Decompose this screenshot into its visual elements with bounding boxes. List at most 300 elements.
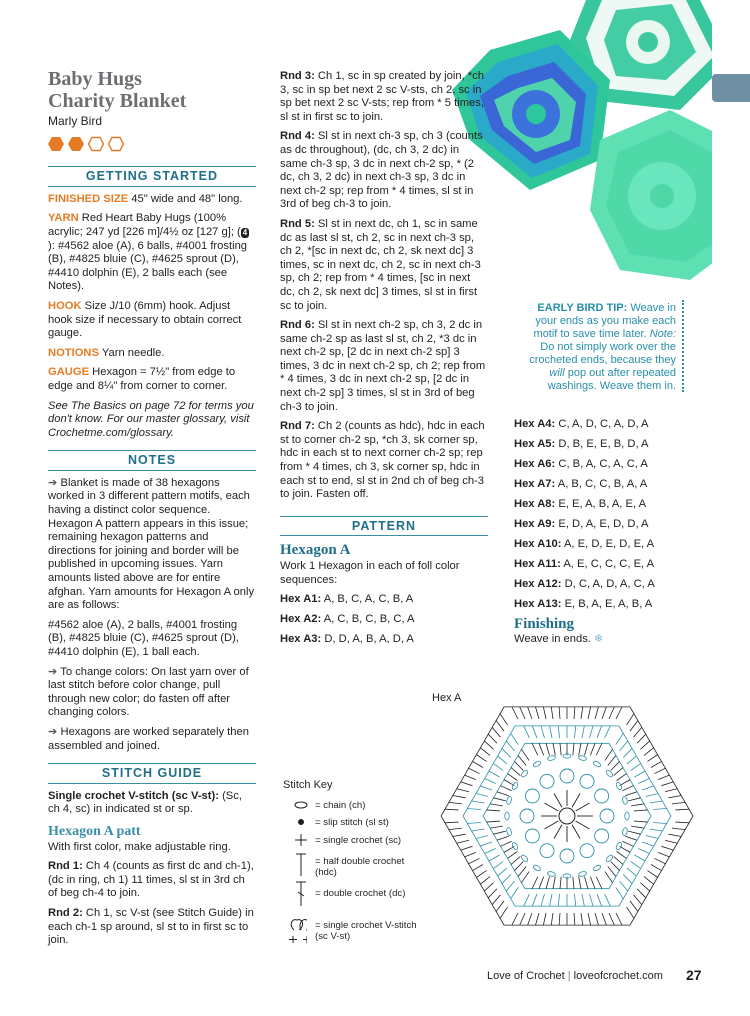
arrow-icon: ➔ [48,725,58,738]
hdc-stitch [453,834,466,836]
hdc-stitch [627,714,634,725]
dc-stitch [518,867,526,877]
magazine-site: loveofcrochet.com [573,970,663,982]
rnd-2-label: Rnd 2: [48,906,83,919]
v-stitch-loop [595,789,609,803]
note-2 [48,666,256,720]
yarn-text-1: Red Heart Baby Hugs (100% acrylic; 247 yd [226 m]/4½ oz [127 g]; [48,212,234,238]
hdc-stitch [520,913,525,925]
dc-stitch [622,841,633,846]
footer-separator: | [567,970,571,982]
chain-stitch [511,781,519,790]
dc-stitch [573,877,574,889]
dc-stitch [631,763,641,770]
note-1-text: Blanket is made of 38 hexagons worked in 3 different pattern motifs, each having a distinct color sequence. Hexagon A pattern appears in this issue; remaining hexagon patterns and directions for joining and border will be published in upcoming issues. Yarn amounts listed above are for entire afghan. Yarn amounts for Hexagon A only are as follows: [48,476,255,612]
dc-stitch [620,741,628,751]
hdc-stitch [637,889,646,898]
hexagon-a-intro-text: Work 1 Hexagon in each of foll color sequences: [280,560,460,586]
title-line-1: Baby Hugs [48,68,142,90]
dc-stitch [511,768,520,776]
dc-stitch [480,842,492,846]
hex-sequence-label: Hex A10: [514,537,562,550]
dc-stitch [625,836,637,840]
hdc-stitch [588,913,591,925]
chain-stitch [592,864,601,872]
hex-sequence-label: Hex A3: [280,633,322,646]
dc-stitch [550,726,552,738]
skill-level-icons [48,136,128,152]
dc-stitch [522,749,530,760]
hex-sequence-colors: E, D, A, E, D, D, A [555,517,649,530]
dc-stitch [650,829,663,831]
dc-stitch [541,726,545,738]
v-stitch-loop [595,829,609,843]
chain-stitch [520,769,529,778]
hex-sequence-label: Hex A9: [514,517,556,530]
chain-stitch [622,827,628,836]
rnd-4-label: Rnd 4: [280,130,315,143]
key-single-crochet: = single crochet (sc) [315,835,402,846]
hook-label: HOOK [48,299,82,312]
v-stitch-loop [580,844,594,858]
notes-heading: NOTES [48,450,256,471]
hdc-stitch [473,761,484,767]
dc-stitch [646,793,658,796]
dc-stitch [590,726,594,738]
center-dc-stitch [576,803,590,811]
rnd-4 [280,130,488,212]
hdc-stitch [662,782,674,786]
hdc-stitch [655,858,666,863]
snowflake-icon: ❄ [594,633,604,646]
sc-v-stitch-symbol-icon [287,916,307,944]
dc-stitch [625,792,637,796]
key-sc-v-stitch: = single crochet V-stitch (sc V-st) [315,920,417,942]
v-stitch-loop [600,809,614,823]
dc-stitch [558,726,559,738]
hdc-stitch [500,714,507,725]
yarn-label: YARN [48,212,79,225]
dc-stitch [467,822,480,823]
hdc-stitch [651,864,662,870]
dc-stitch [635,855,646,861]
rnd-7-text: Ch 2 (counts as hdc), hdc in each st to corner ch-2 sp, *ch 3, sk corner sp, hdc in each st to next corner ch-2 sp; rep from * 4 times, ch 3, sk corner sp, hdc in each st to end, sl st in 2nd ch of beg ch-3 to join. Fasten off. [280,420,485,501]
stitch-guide-heading: STITCH GUIDE [48,763,256,784]
adjustable-ring [559,808,575,824]
hdc-stitch [453,796,466,798]
hdc-stitch [457,789,469,792]
key-chain: = chain (ch) [315,800,366,811]
hook-info [48,300,256,341]
dc-stitch [631,826,644,828]
dc-stitch [585,743,589,755]
dc-stitch [635,771,646,777]
hdc-stitch [488,889,497,898]
hdc-stitch [480,877,490,885]
hex-sequence-colors: C, B, A, C, A, C, A [555,457,648,470]
dc-stitch [605,749,613,760]
hdc-stitch [559,707,560,719]
hex-sequence-label: Hex A1: [280,593,322,606]
hex-sequence-row [514,518,689,532]
dc-stitch [511,887,519,898]
dc-stitch [631,804,644,806]
outer-round [441,707,693,925]
hdc-stitch [616,913,622,925]
tip-text-2: Do not simply work over the crocheted ends, because they [529,341,676,366]
dc-stitch [506,881,514,891]
arrow-icon: ➔ [48,476,58,489]
dc-stitch [522,872,530,883]
sc-vst-text: (Sc, ch 4, sc) in indicated st or sp. [48,789,242,816]
v-stitch-loop [525,829,539,843]
hdc-stitch [496,901,504,912]
note-2-text: To change colors: On last yarn over of last stitch before color change, pull through new color; do fasten off after changing colors. [48,665,249,719]
center-dc-stitch [572,793,580,807]
hex-sequence-colors: A, E, C, C, C, E, A [560,557,655,570]
dc-stitch [614,856,623,864]
slip-stitch-symbol-icon [291,817,311,827]
getting-started-heading: GETTING STARTED [48,166,256,187]
dc-stitch [553,877,555,889]
chain-stitch [615,781,623,790]
chain-stitch [578,871,587,877]
dc-stitch [590,877,595,889]
tip-dotted-border [682,300,684,392]
hdc-stitch [492,727,500,737]
dc-stitch [493,861,503,868]
half-double-crochet-symbol-icon [291,852,311,878]
v-stitch-loop [540,844,554,858]
dc-stitch [487,821,500,822]
gauge-info [48,366,256,393]
dc-stitch [546,877,550,889]
dc-stitch [489,855,500,861]
dc-stitch [605,894,611,906]
hexagon-a-patt-heading: Hexagon A patt [48,823,141,839]
dc-stitch [494,831,506,834]
hdc-stitch [634,727,642,737]
hdc-stitch [551,913,553,925]
dc-stitch [622,786,633,791]
hex-sequence-row [514,418,689,432]
key-double-crochet: = double crochet (dc) [315,888,406,899]
notions-info [48,347,256,361]
dc-stitch [511,733,519,744]
dc-stitch [627,868,636,876]
tip-text-3: pop out after repeated washings. Weave them in. [547,367,676,392]
dc-stitch [616,887,624,898]
dc-stitch [642,786,654,790]
dc-stitch [585,877,589,889]
hexagon-a-stitch-chart [434,688,700,948]
stitch-key-title: Stitch Key [283,779,333,791]
dc-stitch [634,821,647,822]
dc-stitch [532,877,538,889]
hdc-stitch [461,782,473,786]
rnd-1 [48,860,256,901]
chain-symbol-icon [291,800,311,810]
dc-stitch [579,743,581,755]
dc-stitch [611,761,620,770]
chain-stitch [547,755,556,761]
hex-sequence-colors: A, E, D, E, D, E, A [561,537,655,550]
hdc-stitch [630,721,638,732]
finishing-text: Weave in ends. ❄ [514,633,604,646]
hdc-stitch [669,796,682,798]
dc-stitch [614,768,623,776]
dc-stitch [597,726,602,738]
hdc-stitch [520,707,525,719]
photo-hexagon-bottom-right [590,110,712,280]
dc-stitch [608,755,616,765]
hdc-stitch [543,913,546,925]
hex-sequence-row [514,438,689,452]
v-stitch-loop [580,774,594,788]
dc-stitch [480,786,492,790]
dc-stitch [490,804,503,806]
hdc-stitch [536,913,540,925]
hex-sequence-colors: A, B, C, C, B, A, A [555,477,648,490]
dc-stitch [590,894,594,906]
center-dc-stitch [544,803,558,811]
hex-sequence-row [280,593,488,607]
hex-sequence-label: Hex A13: [514,597,562,610]
dc-stitch [497,792,509,796]
dc-stitch [502,748,511,757]
dc-stitch [508,774,518,781]
hdc-stitch [449,802,462,804]
skill-hex-filled-1 [48,137,64,151]
hook-value: Size J/10 (6mm) hook. Adjust hook size if necessary to obtain correct gauge. [48,299,242,340]
dc-stitch [532,726,537,738]
hdc-stitch [512,707,518,719]
hex-sequence-row [514,458,689,472]
dc-stitch [532,743,538,755]
hdc-stitch [655,768,666,773]
chain-stitch [505,812,509,820]
hdc-stitch [457,840,469,843]
hdc-stitch [648,871,658,878]
chain-stitch [622,796,628,805]
hdc-stitch [469,858,480,863]
chain-stitch [615,841,623,850]
page-footer [487,970,663,982]
dc-stitch [650,801,663,803]
hex-sequence-label: Hex A6: [514,457,556,470]
v-stitch-loop [540,774,554,788]
dc-stitch [546,743,550,755]
hdc-stitch [445,822,459,823]
chain-stitch [520,854,529,863]
dc-stitch [506,741,514,751]
hdc-stitch [658,852,669,857]
hdc-stitch [672,828,685,830]
dc-stitch [487,810,500,811]
center-dc-stitch [554,793,562,807]
chain-stitch [625,812,629,820]
dc-stitch [646,835,658,838]
hdc-stitch [574,707,575,719]
tip-label: EARLY BIRD TIP: [537,302,628,314]
hex-sequence-colors: D, C, A, D, A, C, A [561,577,655,590]
note-1 [48,477,256,613]
dc-stitch [579,877,581,889]
center-dc-stitch [572,825,580,839]
hdc-stitch [528,913,532,925]
hdc-stitch [609,913,614,925]
dc-stitch [493,763,503,770]
note-1b: #4562 aloe (A), 2 balls, #4001 frosting (B), #4825 bluie (C), #4625 sprout (D), #4410 dolphin (E), 1 ball each. [48,618,239,658]
dc-stitch [573,743,574,755]
dc-stitch [653,808,666,809]
hdc-stitch [627,907,634,918]
hdc-stitch [669,834,682,836]
dc-stitch [518,755,526,765]
rnd-5-text: Sl st in next dc, ch 1, sc in same dc as last sl st, ch 2, sc in next ch-3 sp, ch 2, *[sc in next dc, ch 2, sk next dc] 3 times, sc in next dc, ch 2, sc in next ch-3 sp, ch 2; rep from * 4 times, [sc in next dc, ch 2, sk next dc] 3 times, sl st in first sc to join. [280,217,481,312]
finished-size-value: 45" wide and 48" long. [131,192,243,205]
note-3 [48,726,256,753]
dc-stitch [631,861,641,868]
hdc-stitch [676,822,690,823]
dc-stitch [472,829,485,831]
hdc-stitch [488,734,497,743]
hdc-stitch [476,755,486,762]
hex-sequence-row [514,598,689,612]
dc-stitch [467,808,480,809]
dc-stitch [501,786,512,791]
hdc-stitch [609,707,614,719]
v-stitch-loop [520,809,534,823]
rnd-3 [280,70,488,124]
hex-sequence-label: Hex A7: [514,477,556,490]
gauge-label: GAUGE [48,366,90,379]
dc-stitch [605,726,611,738]
rnd-7-label: Rnd 7: [280,420,315,433]
middle-column [280,70,488,653]
dc-stitch [628,798,640,801]
rnd-5 [280,218,488,313]
dc-stitch [539,743,544,755]
hdc-stitch [480,748,490,756]
hdc-stitch [665,840,677,843]
dc-stitch [642,842,654,846]
hdc-stitch [662,846,674,850]
hdc-stitch [665,789,677,792]
hdc-stitch [461,846,473,850]
hex-sequence-colors: A, B, C, A, C, B, A [321,593,414,606]
center-dc-stitch [576,821,590,829]
designer-name: Marly Bird [48,114,103,128]
dc-stitch [508,851,518,858]
dc-stitch [605,872,613,883]
dc-round-2 [483,743,651,888]
see-basics-note: See The Basics on page 72 for terms you don't know. For our master glossary, visit Crochetme.com/glossary. [48,399,254,439]
dc-stitch [623,748,632,757]
finished-size-label: FINISHED SIZE [48,192,129,205]
dc-stitch [515,761,524,770]
hex-sequence-label: Hex A5: [514,437,556,450]
hdc-stitch [449,828,462,830]
hdc-stitch [500,907,507,918]
hdc-stitch [484,883,493,891]
hdc-stitch [648,755,658,762]
rnd-6 [280,319,488,414]
tip-note-label: Note: [649,328,676,340]
dc-stitch [590,743,595,755]
hex-sequence-colors: D, B, E, E, B, D, A [555,437,649,450]
v-stitch-loop [560,769,574,783]
dc-stitch [623,874,632,883]
dc-stitch [541,894,545,906]
chain-stitch [578,755,587,761]
hex-sequence-label: Hex A11: [514,557,561,570]
key-slip-stitch: = slip stitch (sl st) [315,817,389,828]
dc-stitch [476,835,488,838]
hdc-stitch [581,707,583,719]
hex-sequence-colors: A, C, B, C, B, C, A [321,613,415,626]
hdc-stitch [465,852,476,857]
single-crochet-symbol-icon [291,832,311,848]
hdc-stitch [469,768,480,773]
dc-stitch [596,877,602,889]
dc-stitch [617,774,627,781]
hex-sequence-row [514,578,689,592]
v-stitch-loop [525,789,539,803]
chain-stitch [592,760,601,768]
dc-stitch [628,831,640,834]
dc-stitch [485,778,496,783]
dc-stitch [511,856,520,864]
hdc-stitch [536,707,540,719]
finishing-heading: Finishing [514,615,575,632]
v-stitch-loop [560,849,574,863]
dc-stitch [582,726,584,738]
chain-stitch [506,827,512,836]
rnd-4-text: Sl st in next ch-3 sp, ch 3 (counts as dc throughout), (dc, ch 3, 2 dc) in same ch-3 sp, 3 dc in next ch-2 sp, * (2 dc, ch 3, 2 dc) in next ch-3 sp, 3 dc in next ch-2 sp; rep from * 4 times, sl st in 3rd of beg ch-3 to join. [280,130,483,211]
hdc-stitch [676,809,690,810]
arrow-icon: ➔ [48,665,58,678]
section-tab [712,74,750,102]
hdc-stitch [634,895,642,905]
hdc-stitch [492,895,500,905]
yarn-weight-icon: 4 [242,227,248,237]
page-number: 27 [686,967,702,983]
early-bird-tip [528,302,676,393]
hex-sequence-row [514,498,689,512]
skill-hex-empty-3 [89,137,104,150]
hdc-stitch [616,707,622,719]
dc-stitch [617,851,627,858]
dc-stitch [560,877,561,889]
hex-sequence-row [280,613,488,627]
color-sequences-2 [514,418,689,611]
dc-stitch [498,756,507,764]
rnd-6-text: Sl st in next ch-2 sp, ch 3, 2 dc in same ch-2 sp as last sl st, ch 2, *3 dc in next ch-2 sp, [2 dc in next ch-2 sp] 3 times, 3 dc in next ch-2 sp, ch 2; rep from * 4 times, 3 dc in next ch-2 sp, [2 dc in next ch-2 sp] 3 times, sl st in 3rd of beg ch-3 to join. [280,319,486,413]
color-sequences-1 [280,593,488,647]
dc-stitch [502,874,511,883]
chain-stitch [547,871,556,877]
hdc-stitch [651,761,662,767]
hex-sequence-row [514,478,689,492]
center-dc-stitch [544,821,558,829]
skill-hex-filled-2 [68,137,84,151]
hex-sequence-label: Hex A2: [280,613,322,626]
hex-sequence-row [280,633,488,647]
notions-label: NOTIONS [48,346,99,359]
hdc-stitch [641,741,650,749]
finished-size [48,193,256,207]
